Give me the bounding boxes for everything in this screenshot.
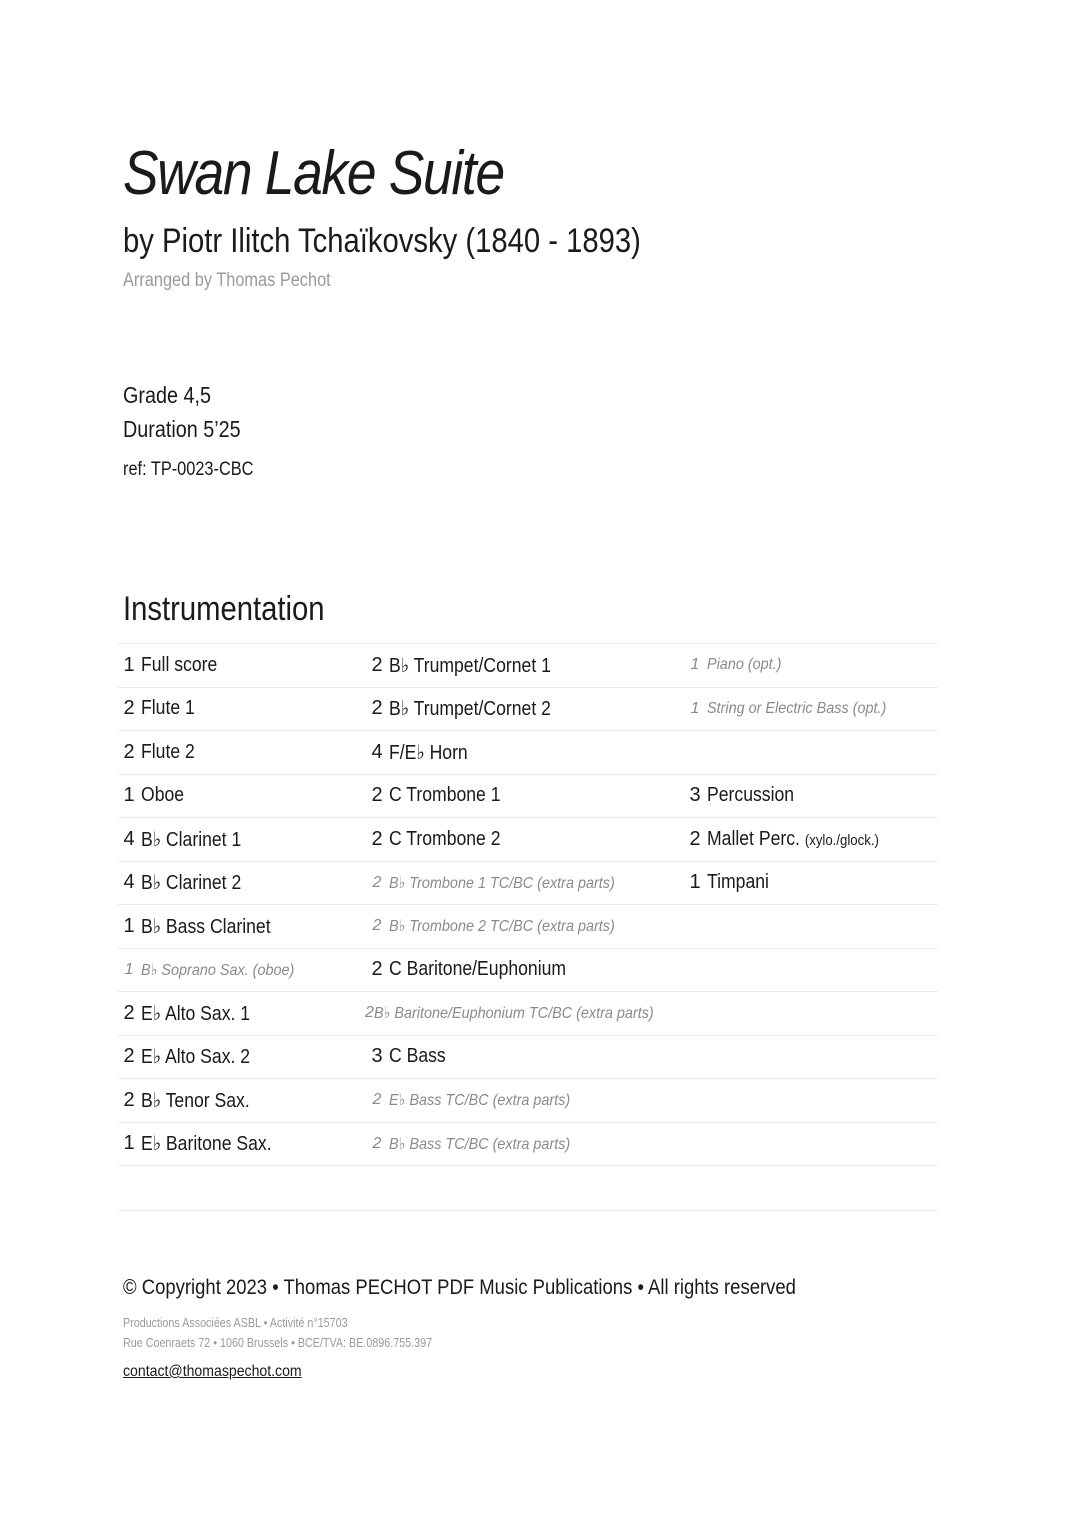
instrument-name-text: Flute 1 — [141, 697, 195, 720]
instrument-cell — [365, 731, 683, 774]
instrument-name-text: B♭ Tenor Sax. — [141, 1089, 250, 1112]
instrument-name — [141, 960, 294, 980]
instrument-cell — [117, 1123, 365, 1166]
instrument-cell — [683, 1036, 938, 1079]
instrument-name-text: F/E♭ Horn — [389, 741, 468, 764]
instrument-quantity: 4 — [371, 740, 383, 763]
instrument-cell — [117, 1036, 365, 1079]
instrument-cell — [365, 644, 683, 687]
instrument-cell — [365, 1036, 683, 1079]
instrument-quantity: 1 — [123, 1132, 135, 1155]
instrument-name-text: Timpani — [707, 871, 769, 894]
instrument-cell — [683, 644, 938, 687]
instrument-quantity: 4 — [123, 827, 135, 850]
instrument-quantity: 2 — [123, 697, 135, 720]
table-row — [117, 1079, 938, 1123]
instrument-cell — [683, 775, 938, 818]
instrument-name-text: B♭ Bass TC/BC (extra parts) — [389, 1135, 571, 1153]
instrument-name-text: Full score — [141, 653, 218, 676]
instrument-cell — [365, 992, 683, 1035]
instrument-quantity: 1 — [690, 699, 700, 717]
instrument-name-text: E♭ Baritone Sax. — [141, 1133, 272, 1156]
instrument-name — [141, 697, 195, 720]
instrument-cell — [117, 775, 365, 818]
instrument-name — [389, 873, 615, 893]
instrument-cell — [117, 862, 365, 905]
instrument-quantity: 4 — [123, 871, 135, 894]
company-line-1: Productions Associées ASBL • Activité n°15703 — [123, 1316, 348, 1330]
table-row — [117, 775, 938, 819]
instrument-name — [707, 828, 879, 851]
table-row — [117, 949, 938, 993]
instrument-quantity: 2 — [365, 1004, 374, 1022]
instrument-cell — [117, 992, 365, 1035]
instrument-cell — [365, 818, 683, 861]
table-row — [117, 905, 938, 949]
instrument-cell — [683, 818, 938, 861]
instrument-cell — [683, 862, 938, 905]
instrument-quantity: 1 — [124, 960, 134, 978]
instrument-quantity: 1 — [690, 656, 700, 674]
duration-text: Duration 5’25 — [123, 416, 241, 442]
instrument-name — [389, 1134, 570, 1154]
instrument-name-text: B♭ Trumpet/Cornet 2 — [389, 698, 551, 721]
instrument-name-text: B♭ Soprano Sax. (oboe) — [141, 961, 295, 979]
instrument-quantity: 1 — [123, 784, 135, 807]
table-row — [117, 731, 938, 775]
instrument-name — [389, 916, 615, 936]
instrument-name — [389, 958, 566, 981]
divider — [117, 1210, 938, 1211]
instrument-name-text: Mallet Perc. — [707, 827, 800, 850]
instrument-cell — [683, 905, 938, 948]
instrument-cell — [365, 949, 683, 992]
instrument-name-text: B♭ Trombone 1 TC/BC (extra parts) — [389, 874, 615, 892]
table-row — [117, 992, 938, 1036]
instrument-name — [141, 870, 241, 895]
table-row — [117, 818, 938, 862]
instrument-cell — [117, 731, 365, 774]
instrument-quantity: 2 — [123, 740, 135, 763]
instrument-name — [389, 1090, 570, 1110]
table-row — [117, 862, 938, 906]
table-row — [117, 688, 938, 732]
instrument-name — [141, 784, 184, 807]
instrument-cell — [683, 688, 938, 731]
instrument-name — [389, 653, 551, 678]
instrument-cell — [683, 1123, 938, 1166]
contact-email-link[interactable]: contact@thomaspechot.com — [123, 1363, 302, 1380]
composer-line: by Piotr Ilitch Tchaïkovsky (1840 - 1893) — [123, 222, 641, 260]
instrument-quantity: 3 — [371, 1045, 383, 1068]
company-line-2: Rue Coenraets 72 • 1060 Brussels • BCE/TVA: BE.0896.755.397 — [123, 1336, 433, 1350]
instrument-quantity: 2 — [371, 827, 383, 850]
instrument-quantity: 2 — [372, 1134, 382, 1152]
instrument-cell — [365, 1123, 683, 1166]
instrument-cell — [365, 905, 683, 948]
table-row — [117, 1123, 938, 1167]
instrument-cell — [683, 992, 938, 1035]
instrument-name — [389, 696, 551, 721]
instrument-name — [141, 1088, 250, 1113]
instrument-name-text: B♭ Trumpet/Cornet 1 — [389, 654, 551, 677]
instrumentation-table — [117, 643, 938, 1166]
instrument-quantity: 1 — [123, 914, 135, 937]
instrument-quantity: 2 — [123, 1045, 135, 1068]
instrument-name-text: E♭ Bass TC/BC (extra parts) — [389, 1092, 571, 1110]
instrument-cell — [365, 862, 683, 905]
instrument-quantity: 1 — [123, 653, 135, 676]
instrument-name-text: B♭ Clarinet 2 — [141, 872, 242, 895]
instrument-cell — [117, 1079, 365, 1122]
instrument-quantity: 2 — [689, 827, 701, 850]
instrument-name — [389, 828, 501, 851]
instrument-cell — [117, 905, 365, 948]
instrument-name-text: C Bass — [389, 1045, 446, 1068]
instrument-cell — [683, 949, 938, 992]
instrument-cell — [365, 688, 683, 731]
instrument-name-text: E♭ Alto Sax. 1 — [141, 1002, 251, 1025]
instrument-cell — [365, 1079, 683, 1122]
instrument-name-text: E♭ Alto Sax. 2 — [141, 1046, 251, 1069]
company-info — [123, 1313, 432, 1353]
instrument-name — [141, 741, 195, 764]
instrument-name — [141, 1001, 250, 1026]
instrument-cell — [683, 731, 938, 774]
instrument-quantity: 1 — [689, 871, 701, 894]
arranger-line: Arranged by Thomas Pechot — [123, 270, 331, 291]
instrument-name — [389, 740, 468, 765]
instrument-name-text: String or Electric Bass (opt.) — [707, 699, 887, 717]
instrument-name — [707, 784, 794, 807]
instrument-quantity: 2 — [372, 1091, 382, 1109]
instrument-quantity: 2 — [123, 1088, 135, 1111]
instrument-quantity: 2 — [371, 958, 383, 981]
instrument-name — [389, 1045, 446, 1068]
instrument-name-text: B♭ Clarinet 1 — [141, 828, 242, 851]
instrument-quantity: 3 — [689, 784, 701, 807]
instrumentation-heading: Instrumentation — [123, 590, 325, 628]
instrument-quantity: 2 — [123, 1001, 135, 1024]
instrument-cell — [117, 644, 365, 687]
instrument-name-text: B♭ Trombone 2 TC/BC (extra parts) — [389, 918, 615, 936]
instrument-cell — [365, 775, 683, 818]
instrument-quantity: 2 — [371, 784, 383, 807]
instrument-cell — [117, 688, 365, 731]
instrument-name-text: B♭ Baritone/Euphonium TC/BC (extra parts) — [373, 1005, 654, 1023]
instrument-name-text: C Trombone 2 — [389, 827, 501, 850]
instrument-name — [141, 1131, 272, 1156]
grade-text: Grade 4,5 — [123, 382, 211, 408]
instrument-name-text: Piano (opt.) — [707, 656, 782, 674]
instrument-quantity: 2 — [372, 917, 382, 935]
page-title: Swan Lake Suite — [123, 139, 504, 208]
instrument-quantity: 2 — [372, 873, 382, 891]
instrument-name — [141, 827, 241, 852]
instrument-quantity: 2 — [371, 697, 383, 720]
instrument-cell — [683, 1079, 938, 1122]
instrument-name — [389, 784, 501, 807]
instrument-name — [374, 1003, 654, 1023]
copyright-text: © Copyright 2023 • Thomas PECHOT PDF Music Publications • All rights reserved — [123, 1276, 796, 1299]
instrument-name — [141, 654, 217, 677]
reference-text: ref: TP-0023-CBC — [123, 459, 254, 480]
table-row — [117, 644, 938, 688]
instrument-name-text: B♭ Bass Clarinet — [141, 915, 271, 938]
instrument-name-text: Percussion — [707, 784, 795, 807]
instrument-cell — [117, 818, 365, 861]
table-row — [117, 1036, 938, 1080]
instrument-name-text: C Baritone/Euphonium — [389, 958, 567, 981]
instrument-name — [141, 1044, 250, 1069]
instrument-note: (xylo./glock.) — [804, 831, 879, 849]
instrument-name-text: Flute 2 — [141, 740, 195, 763]
instrument-name-text: Oboe — [141, 784, 185, 807]
instrument-name — [707, 656, 781, 674]
instrument-name-text: C Trombone 1 — [389, 784, 501, 807]
instrument-name — [141, 914, 271, 939]
instrument-cell — [117, 949, 365, 992]
instrument-name — [707, 871, 769, 894]
instrument-quantity: 2 — [371, 653, 383, 676]
instrument-name — [707, 700, 886, 718]
